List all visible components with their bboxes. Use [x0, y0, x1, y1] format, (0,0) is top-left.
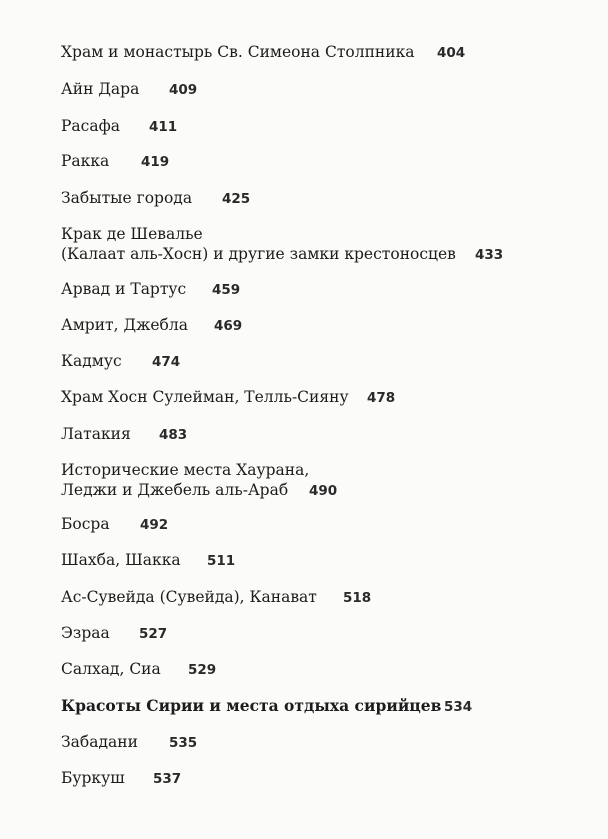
toc-entry — [61, 151, 588, 171]
toc-entry — [61, 188, 588, 208]
toc-entry-title: Кадмус — [61, 352, 122, 370]
toc-entry — [61, 315, 588, 335]
toc-entry-page: 459 — [212, 282, 241, 298]
toc-entry-page: 474 — [152, 354, 181, 370]
toc-entry-page: 527 — [139, 626, 168, 642]
toc-entry-page: 511 — [207, 553, 236, 569]
toc-entry-title: Крак де Шевалье — [61, 225, 203, 243]
toc-entry-page: 419 — [141, 154, 170, 170]
toc-entry-title: Эзраа — [61, 624, 110, 642]
toc-entry — [61, 587, 588, 607]
toc-entry-title: Латакия — [61, 425, 131, 443]
toc-entry — [61, 116, 588, 136]
toc-entry-title: Храм Хосн Сулейман, Телль-Сияну — [61, 388, 349, 406]
toc-entry-title: Ас-Сувейда (Сувейда), Канават — [61, 588, 317, 606]
toc-entry — [61, 550, 588, 570]
toc-entry — [61, 659, 588, 679]
toc-entry-title: Храм и монастырь Св. Симеона Столпника — [61, 43, 415, 61]
toc-entry-page: 492 — [140, 517, 169, 533]
toc-entry-page: 490 — [309, 483, 338, 499]
toc-entry-title: Амрит, Джебла — [61, 316, 188, 334]
toc-entry-title: Шахба, Шакка — [61, 551, 181, 569]
toc-entry-page: 404 — [437, 45, 466, 61]
toc-entry-title: Буркуш — [61, 769, 125, 787]
toc-entry-page: 478 — [367, 390, 396, 406]
toc-entry-title: Забытые города — [61, 189, 193, 207]
toc-entry-page: 411 — [149, 119, 178, 135]
toc-entry-title: Айн Дара — [61, 80, 140, 98]
toc-entry — [61, 424, 588, 444]
toc-entry — [61, 224, 588, 264]
toc-entry-page: 469 — [214, 318, 243, 334]
toc-entry-page: 433 — [475, 247, 504, 263]
toc-entry — [61, 460, 588, 500]
toc-entry-page: 409 — [169, 82, 198, 98]
toc-entry-page: 534 — [444, 699, 473, 715]
toc-entry — [61, 79, 588, 99]
toc-entry-title: Забадани — [61, 733, 138, 751]
toc-entry-page: 537 — [153, 771, 182, 787]
toc-entry-title: Салхад, Сиа — [61, 660, 161, 678]
toc-entry-title: Исторические места Хаурана, — [61, 461, 310, 479]
toc-section-heading — [61, 696, 588, 716]
toc-entry — [61, 732, 588, 752]
toc-entry — [61, 42, 588, 62]
toc-entry-title: Леджи и Джебель аль-Араб — [61, 481, 289, 499]
toc-entry-page: 535 — [169, 735, 198, 751]
toc-entry-title: Босра — [61, 515, 110, 533]
toc-entry-title: Ракка — [61, 152, 110, 170]
toc-entry-title: Арвад и Тартус — [61, 280, 187, 298]
toc-entry-title: (Калаат аль-Хосн) и другие замки крестоносцев — [61, 245, 456, 263]
toc-entry-page: 529 — [188, 662, 217, 678]
toc-entry — [61, 623, 588, 643]
toc-entry-page: 518 — [343, 590, 372, 606]
toc-entry — [61, 768, 588, 788]
toc-entry — [61, 387, 588, 407]
toc-entry — [61, 514, 588, 534]
toc-entry-title: Расафа — [61, 117, 120, 135]
toc-entry-page: 483 — [159, 427, 188, 443]
toc-entry — [61, 351, 588, 371]
toc-entry-page: 425 — [222, 191, 251, 207]
toc-entry-title: Красоты Сирии и места отдыха сирийцев — [61, 696, 442, 715]
toc-entry — [61, 279, 588, 299]
